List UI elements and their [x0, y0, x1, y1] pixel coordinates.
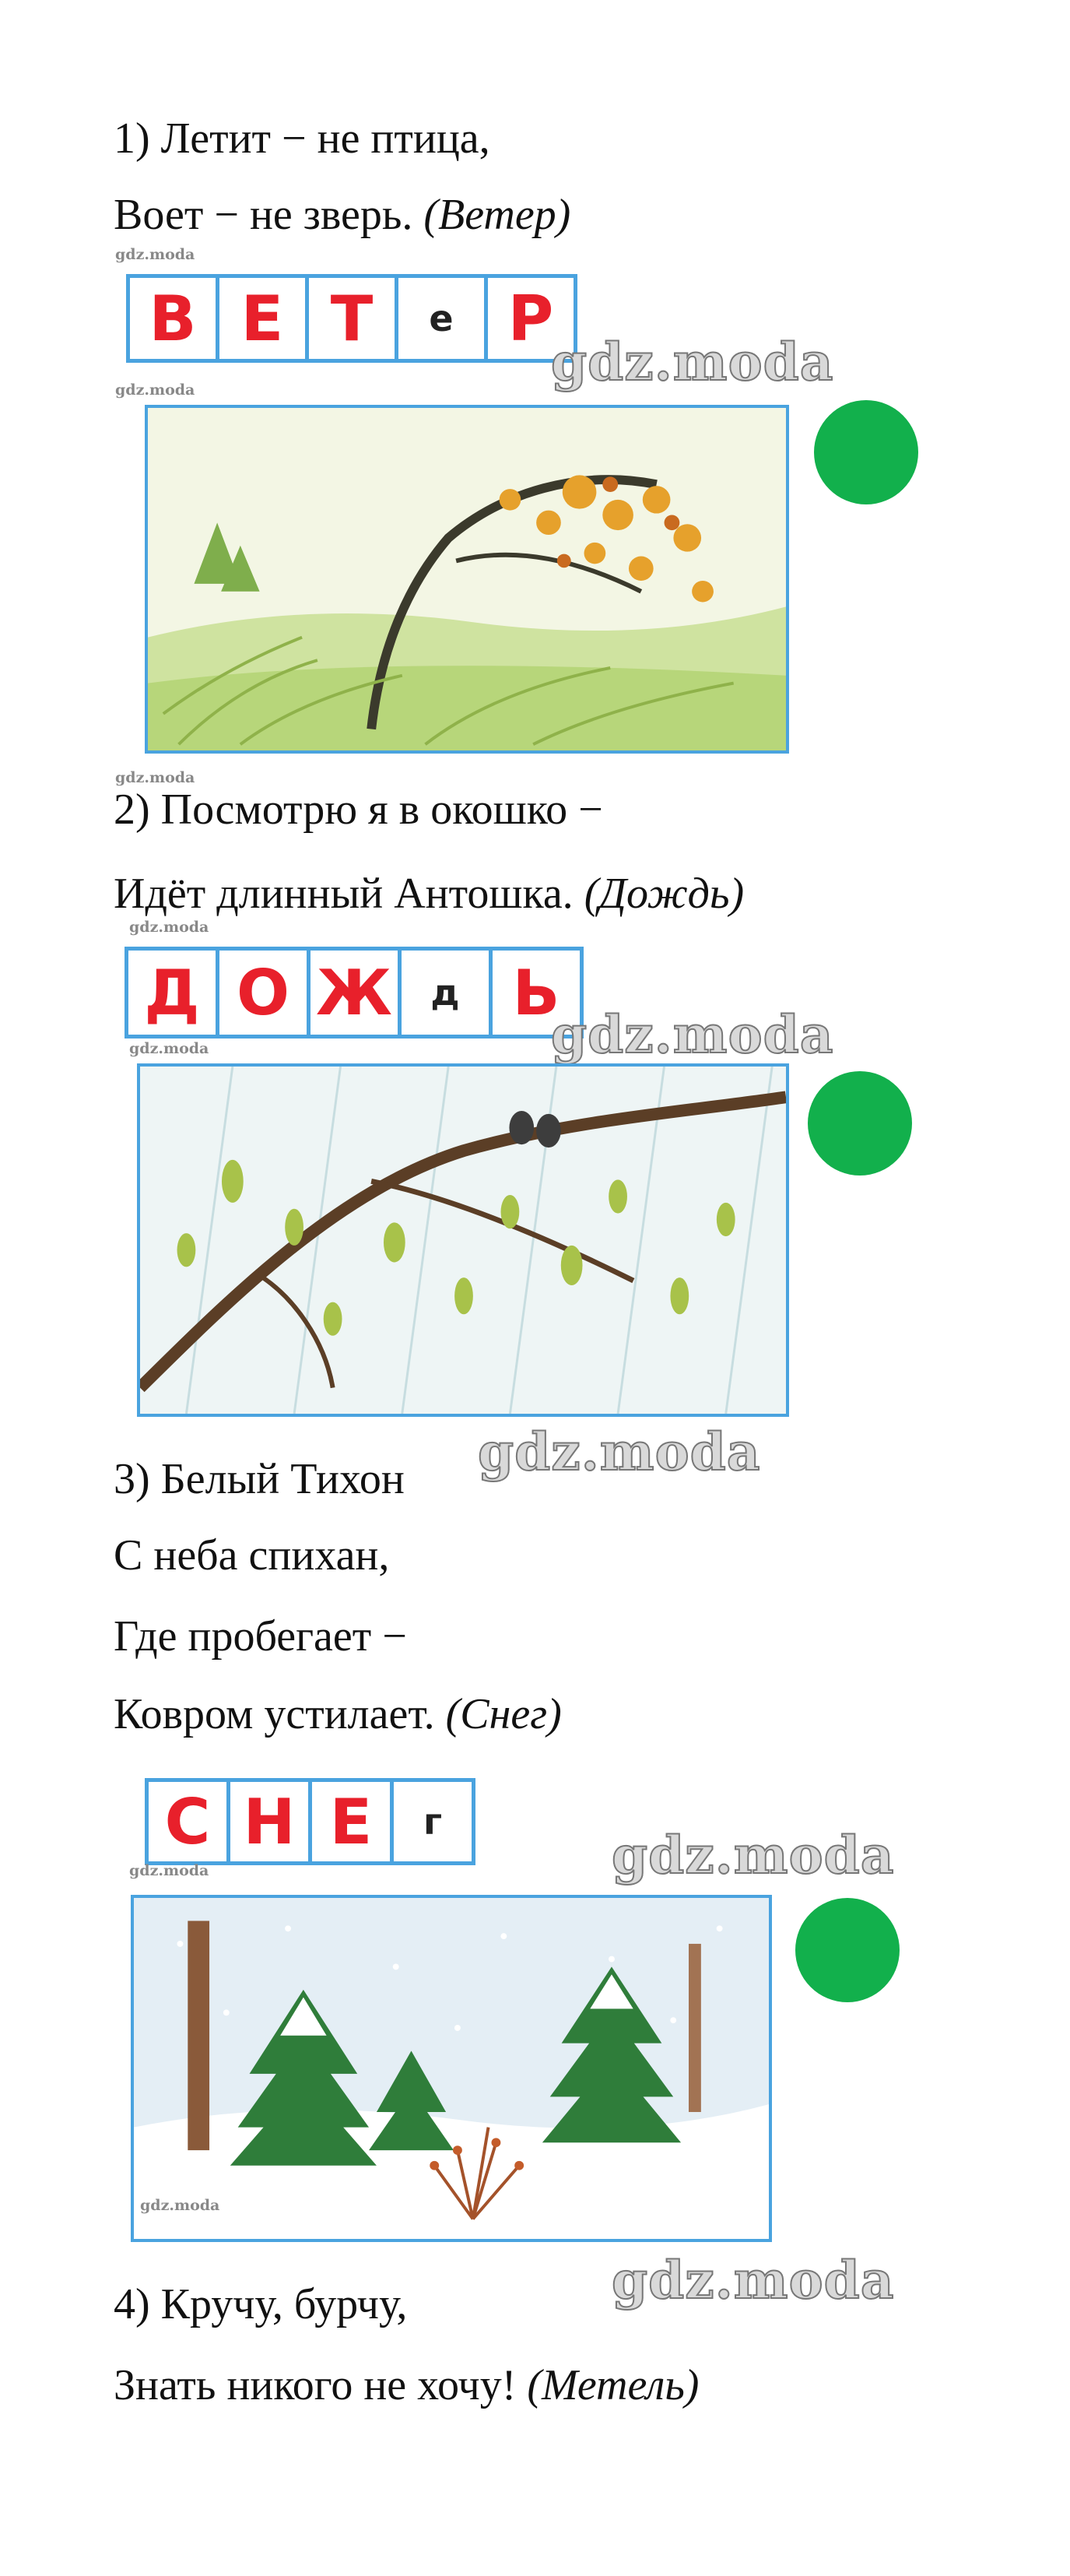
letter-cell: г	[390, 1778, 475, 1865]
riddle-3-answer: (Снег)	[445, 1690, 562, 1738]
watermark-large: gdz.moda	[478, 1422, 761, 1482]
rain-branch-illustration	[137, 1063, 789, 1417]
riddle-4-line-2: Знать никого не хочу! (Метель)	[114, 2361, 700, 2409]
letter-cell: Е	[308, 1778, 394, 1865]
riddle-2-answer: (Дождь)	[584, 870, 745, 918]
riddle-1-answer: (Ветер)	[423, 191, 571, 239]
status-green-dot	[808, 1071, 912, 1176]
watermark-large: gdz.moda	[551, 332, 834, 392]
letter-cell: С	[145, 1778, 230, 1865]
riddle-3-line-2: С неба спихан,	[114, 1531, 390, 1580]
letter-cell: В	[126, 274, 219, 363]
riddle-2-line-1: 2) Посмотрю я в окошко −	[114, 785, 603, 834]
riddle-2-line-2: Идёт длинный Антошка. (Дождь)	[114, 870, 745, 918]
riddle-1-line-1: 1) Летит − не птица,	[114, 114, 490, 163]
snowy-forest-illustration	[131, 1895, 772, 2242]
letter-cell: Т	[305, 274, 398, 363]
riddle-4-line-1: 4) Кручу, бурчу,	[114, 2280, 408, 2328]
watermark-large: gdz.moda	[612, 1825, 895, 1885]
watermark-large: gdz.moda	[551, 1004, 834, 1065]
riddle-3-line-3: Где пробегает −	[114, 1612, 407, 1661]
answer-letters-2	[125, 947, 580, 1038]
watermark-small: gdz.moda	[129, 919, 209, 936]
riddle-4-answer: (Метель)	[527, 2361, 700, 2409]
status-green-dot	[795, 1898, 900, 2002]
watermark-large: gdz.moda	[612, 2250, 895, 2311]
riddle-1-line-2: Воет − не зверь. (Ветер)	[114, 191, 571, 239]
watermark-small: gdz.moda	[115, 381, 195, 399]
letter-cell: Н	[226, 1778, 312, 1865]
watermark-small: gdz.moda	[129, 1862, 209, 1879]
status-green-dot	[814, 400, 918, 504]
letter-cell: Ж	[307, 947, 402, 1038]
riddle-3-line-4: Ковром устилает. (Снег)	[114, 1690, 562, 1738]
letter-cell: Р	[484, 274, 577, 363]
letter-cell: Ь	[489, 947, 584, 1038]
watermark-small: gdz.moda	[115, 246, 195, 263]
answer-letters-3	[145, 1778, 472, 1865]
watermark-small: gdz.moda	[129, 1040, 209, 1057]
letter-cell: д	[398, 947, 493, 1038]
riddle-3-line-1: 3) Белый Тихон	[114, 1455, 405, 1503]
watermark-small: gdz.moda	[140, 2197, 220, 2214]
letter-cell: Д	[125, 947, 219, 1038]
letter-cell: е	[395, 274, 488, 363]
windy-tree-illustration	[145, 405, 789, 754]
answer-letters-1	[126, 274, 574, 363]
watermark-small: gdz.moda	[115, 769, 195, 786]
letter-cell: О	[216, 947, 310, 1038]
letter-cell: Е	[216, 274, 309, 363]
